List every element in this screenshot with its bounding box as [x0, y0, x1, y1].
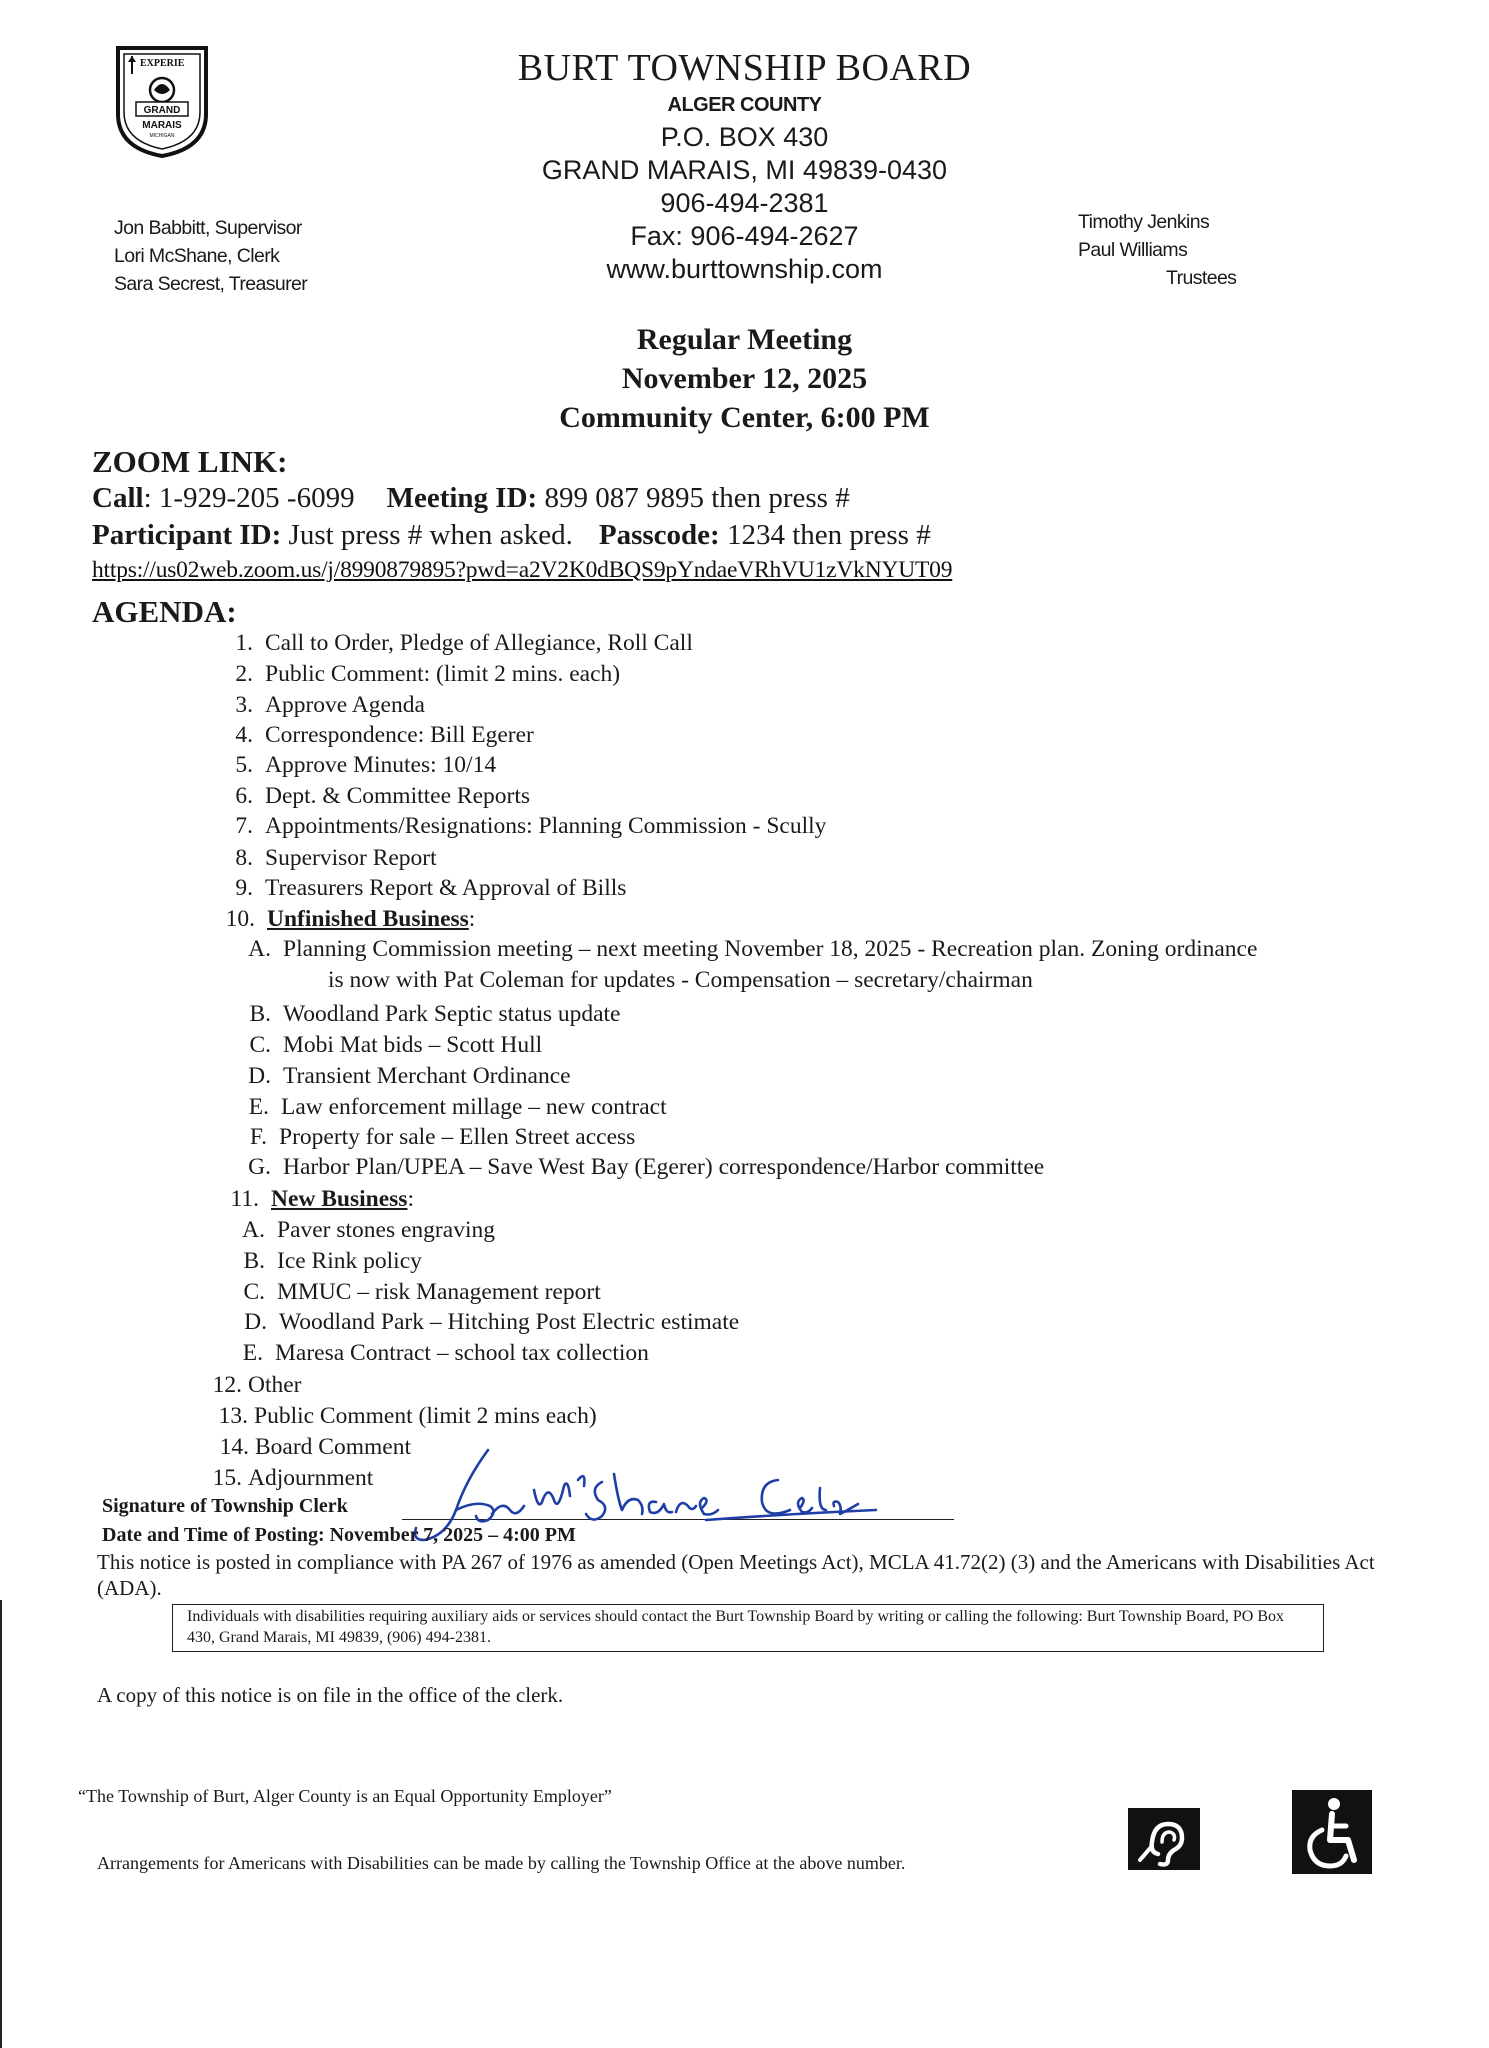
item-text: Public Comment: (limit 2 mins. each): [265, 661, 621, 687]
agenda-item: [235, 630, 693, 657]
call-label: Call: [92, 482, 144, 514]
agenda-item: [235, 661, 621, 688]
sub-item: [249, 1001, 621, 1028]
website-link[interactable]: www.burttownship.com: [606, 254, 883, 284]
sub-text: Woodland Park – Hitching Post Electric estimate: [279, 1309, 740, 1335]
posting-date-time: Date and Time of Posting: November 7, 2025 – 4:00 PM: [102, 1524, 576, 1546]
agenda-item: [235, 783, 530, 810]
agenda-item-unfinished-business: 10. Unfinished Business:: [225, 906, 476, 932]
trustees-list: [1078, 208, 1236, 292]
sub-text: Mobi Mat bids – Scott Hull: [283, 1032, 543, 1058]
call-number: : 1-929-205 -6099: [143, 482, 355, 514]
participant-value: Just press # when asked.: [281, 519, 573, 551]
sub-text: MMUC – risk Management report: [277, 1279, 601, 1305]
po-box: P.O. BOX 430: [660, 122, 829, 152]
item-number: 2.: [235, 661, 253, 687]
sub-text: Property for sale – Ellen Street access: [279, 1124, 636, 1150]
agenda-item: [212, 1372, 302, 1399]
item-number: 9.: [235, 875, 253, 901]
ada-arrangements-note: Arrangements for Americans with Disabilities can be made by calling the Township Office at the above number.: [97, 1853, 906, 1873]
item-text: Supervisor Report: [265, 845, 437, 871]
city-address: GRAND MARAIS, MI 49839-0430: [541, 155, 948, 185]
wheelchair-accessibility-icon: [1288, 1786, 1376, 1878]
sub-text: Transient Merchant Ordinance: [283, 1063, 571, 1089]
zoom-participant-line: [92, 519, 931, 552]
sub-text: Planning Commission meeting – next meeting November 18, 2025 - Recreation plan. Zoning ordinance: [283, 936, 1258, 962]
item-number: 15.: [212, 1465, 242, 1491]
sub-item: [249, 1032, 543, 1059]
item-number: 1.: [235, 630, 253, 656]
svg-text:EXPERIE: EXPERIE: [140, 58, 185, 69]
sub-letter: C.: [249, 1032, 271, 1058]
phone-number: 906-494-2381: [660, 188, 829, 218]
sub-item: [248, 1094, 667, 1121]
agenda-item: [235, 692, 425, 719]
item-text: Approve Agenda: [265, 692, 425, 718]
compliance-statement: This notice is posted in compliance with PA 267 of 1976 as amended (Open Meetings Act), MCLA 41.72(2) (3) and the Americans with Disabilities Act (ADA).: [97, 1550, 1375, 1600]
item-text: Board Comment: [255, 1434, 411, 1460]
agenda-item: [212, 1465, 374, 1492]
item-text: Call to Order, Pledge of Allegiance, Roll Call: [265, 630, 693, 656]
sub-text: Maresa Contract – school tax collection: [275, 1340, 649, 1366]
agenda-item: [219, 1434, 411, 1461]
organization-name: BURT TOWNSHIP BOARD: [517, 47, 972, 89]
item-number: 7.: [235, 813, 253, 839]
copy-on-file-note: A copy of this notice is on file in the office of the clerk.: [97, 1683, 564, 1707]
item-text: Treasurers Report & Approval of Bills: [265, 875, 627, 901]
sub-letter: F.: [249, 1124, 267, 1150]
meeting-type: Regular Meeting: [636, 323, 853, 356]
item-number: 4.: [235, 722, 253, 748]
sub-text: Paver stones engraving: [277, 1217, 495, 1243]
sub-item: [242, 1217, 495, 1244]
item-text: Other: [248, 1372, 302, 1398]
item-number: 5.: [235, 752, 253, 778]
sub-text: Law enforcement millage – new contract: [281, 1094, 667, 1120]
officer-treasurer: Sara Secrest, Treasurer: [114, 273, 308, 295]
sub-item: [243, 1248, 422, 1275]
item-number: 14.: [219, 1434, 249, 1460]
item-text: Correspondence: Bill Egerer: [265, 722, 534, 748]
agenda-item: [235, 845, 437, 872]
item-number: 10.: [225, 906, 255, 932]
fax-number: Fax: 906-494-2627: [630, 221, 859, 251]
item-number: 8.: [235, 845, 253, 871]
disability-notice-box: [172, 1604, 1324, 1652]
item-text: Appointments/Resignations: Planning Commission - Scully: [265, 813, 827, 839]
sub-item: [244, 1309, 740, 1336]
officers-list: [114, 214, 307, 298]
sub-letter: C.: [243, 1279, 265, 1305]
sub-item: [248, 936, 1258, 963]
agenda-item: [218, 1403, 597, 1430]
svg-text:MARAIS: MARAIS: [142, 120, 182, 131]
sub-item: [242, 1340, 649, 1367]
disability-notice-text: Individuals with disabilities requiring auxiliary aids or services should contact the Burt Township Board by writing or calling the following: Burt Township Board, PO Box 430, Grand Marais, MI 49839, (906) 494-2381.: [187, 1608, 1285, 1646]
sub-text: Woodland Park Septic status update: [283, 1001, 621, 1027]
officer-clerk: Lori McShane, Clerk: [114, 245, 280, 267]
sub-letter: A.: [248, 936, 271, 962]
item-text: Public Comment (limit 2 mins each): [254, 1403, 597, 1429]
meeting-id-label: Meeting ID:: [386, 482, 538, 514]
trustees-title: Trustees: [1166, 267, 1237, 289]
section-label: Unfinished Business: [267, 906, 469, 932]
meeting-date: November 12, 2025: [621, 362, 868, 395]
zoom-url-link[interactable]: https://us02web.zoom.us/j/8990879895?pwd=a2V2K0dBQS9pYndaeVRhVU1zVkNYUT09: [92, 557, 953, 583]
item-text: Adjournment: [248, 1465, 374, 1491]
trustee-name: Paul Williams: [1078, 239, 1188, 261]
agenda-item-new-business: 11. New Business:: [230, 1186, 414, 1212]
section-label: New Business: [271, 1186, 408, 1212]
equal-opportunity-statement: “The Township of Burt, Alger County is an Equal Opportunity Employer”: [78, 1786, 612, 1806]
passcode-value: 1234 then press #: [719, 519, 931, 551]
agenda-item: [235, 722, 534, 749]
participant-label: Participant ID:: [92, 519, 282, 551]
sub-letter: B.: [243, 1248, 265, 1274]
sub-item-continued: is now with Pat Coleman for updates - Compensation – secretary/chairman: [328, 967, 1033, 993]
svg-text:MICHIGAN: MICHIGAN: [149, 133, 175, 139]
sub-letter: A.: [242, 1217, 265, 1243]
item-text: Approve Minutes: 10/14: [265, 752, 497, 778]
sub-letter: D.: [244, 1309, 267, 1335]
agenda-heading: AGENDA:: [92, 594, 237, 629]
agenda-item: [235, 752, 497, 779]
sub-letter: E.: [242, 1340, 263, 1366]
county-name: ALGER COUNTY: [667, 94, 822, 116]
hearing-assistance-icon: [1128, 1808, 1200, 1870]
sub-item: [243, 1279, 601, 1306]
svg-text:GRAND: GRAND: [143, 105, 181, 116]
signature-label: Signature of Township Clerk: [102, 1495, 348, 1517]
page-edge-line: [0, 1600, 2, 2048]
officer-supervisor: Jon Babbitt, Supervisor: [114, 217, 302, 239]
sub-item: [248, 1154, 1045, 1181]
sub-letter: B.: [249, 1001, 271, 1027]
zoom-heading: ZOOM LINK:: [92, 444, 288, 479]
sub-item: [249, 1124, 636, 1151]
sub-letter: D.: [248, 1063, 271, 1089]
agenda-item: [235, 813, 827, 840]
trustee-name: Timothy Jenkins: [1078, 211, 1210, 233]
passcode-label: Passcode:: [598, 519, 720, 551]
agenda-item: [235, 875, 627, 902]
sub-letter: G.: [248, 1154, 271, 1180]
meeting-id-value: 899 087 9895 then press #: [537, 482, 850, 514]
sub-item: [248, 1063, 571, 1090]
item-number: 11.: [230, 1186, 259, 1212]
item-number: 3.: [235, 692, 253, 718]
sub-letter: E.: [248, 1094, 269, 1120]
sub-text: Harbor Plan/UPEA – Save West Bay (Egerer) correspondence/Harbor committee: [283, 1154, 1045, 1180]
sub-text: Ice Rink policy: [277, 1248, 422, 1274]
item-number: 12.: [212, 1372, 242, 1398]
zoom-call-line: [92, 482, 850, 515]
item-text: Dept. & Committee Reports: [265, 783, 530, 809]
item-number: 13.: [218, 1403, 248, 1429]
meeting-location: Community Center, 6:00 PM: [559, 401, 930, 434]
item-number: 6.: [235, 783, 253, 809]
